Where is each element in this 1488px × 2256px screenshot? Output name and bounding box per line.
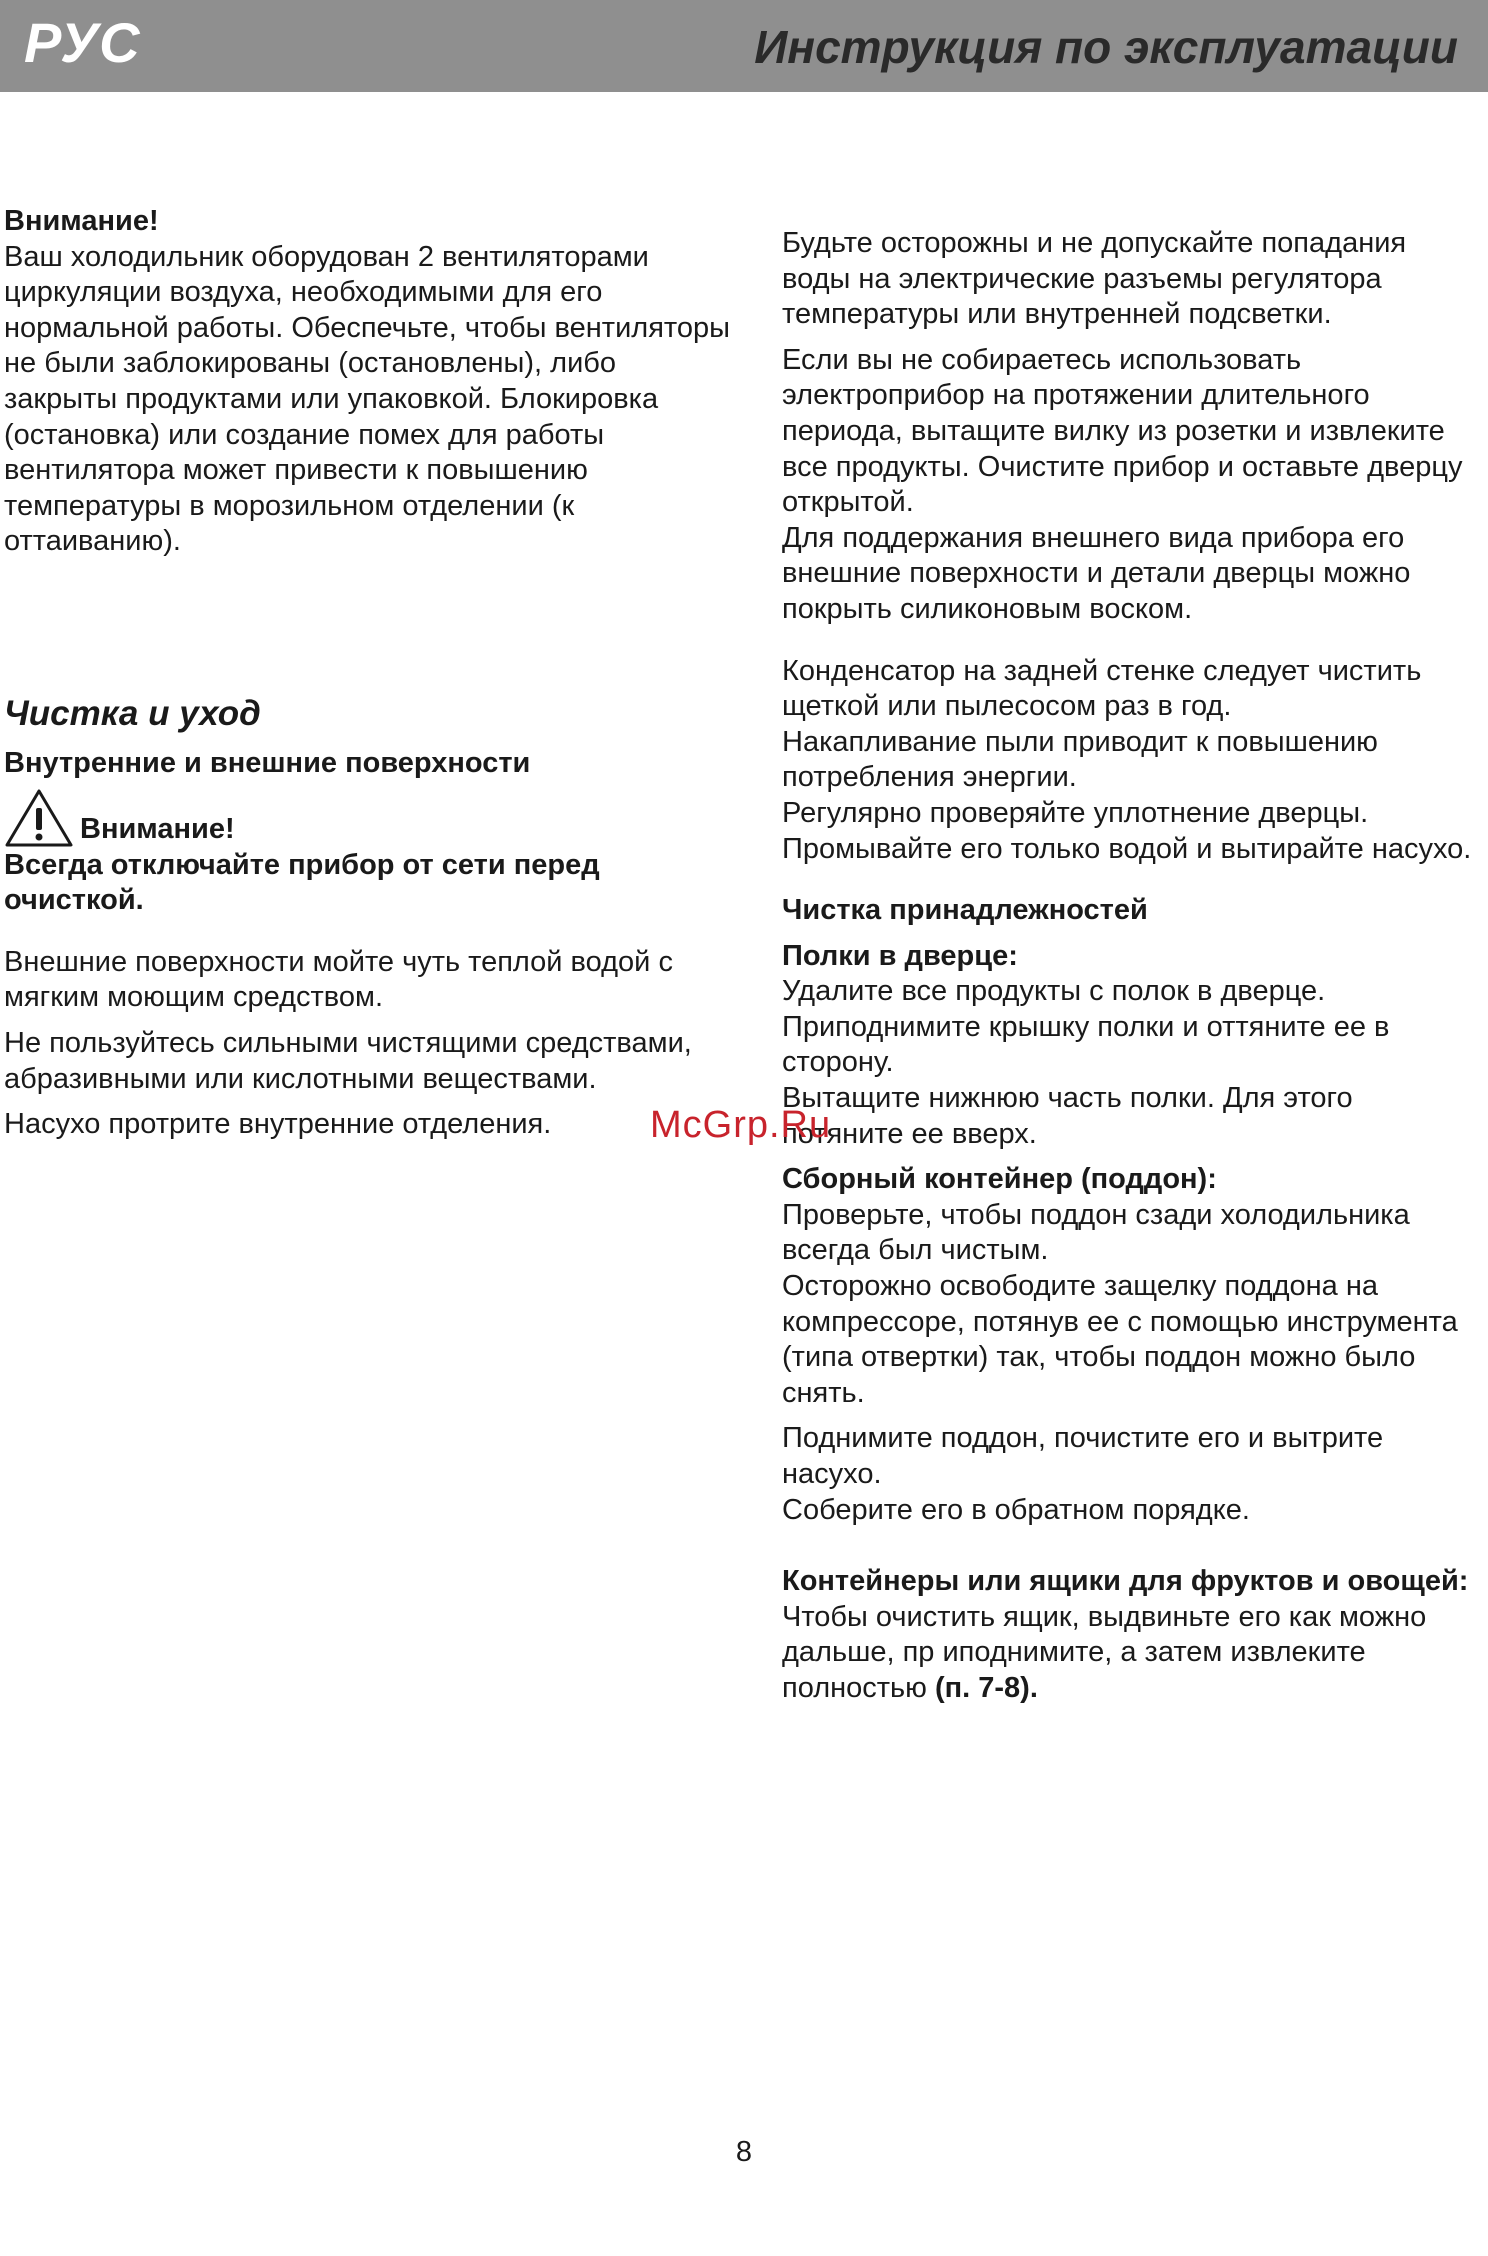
tray-title: Сборный контейнер (поддон): [782, 1163, 1217, 1196]
page-header [0, 0, 1488, 92]
veg-reference: (п. 7-8). [934, 1671, 1038, 1704]
door-shelves-title: Полки в дверце: [782, 939, 1018, 972]
tray-step-4: Соберите его в обратном порядке. [782, 1493, 1250, 1526]
page-number: 8 [735, 2136, 753, 2168]
para-dust: Накапливание пыли приводит к повышению потребления энергии. [782, 725, 1378, 794]
warning-row [4, 788, 734, 848]
veg-text-block [782, 1600, 1482, 1707]
warning-label: Внимание! [80, 812, 235, 845]
veg-text: Чтобы очистить ящик, выдвиньте его как можно дальше, пр иподнимите, а затем извлеките полностью [782, 1600, 1427, 1704]
document-title: Инструкция по эксплуатации [754, 21, 1458, 73]
attention-text: Ваш холодильник оборудован 2 вентиляторами циркуляции воздуха, необходимыми для его нормальной работы. Обеспечьте, чтобы вентиляторы не были заблокированы (остановлены), либо закрыты продуктами или упаковкой. Блокировка (остановка) или создание помех для работы вентилятора может привести к повышению температуры в морозильном отделении (к оттаиванию). [4, 240, 730, 558]
para-long-absence: Если вы не собираетесь использовать электроприбор на протяжении длительного периода, вытащите вилку из розетки и извлеките все продукты. Очистите прибор и оставьте дверцу открытой. [782, 343, 1463, 519]
section-title: Чистка и уход [4, 693, 261, 733]
warning-triangle-icon [4, 788, 74, 848]
attention-title: Внимание! [4, 205, 159, 237]
tray-step-1: Проверьте, чтобы поддон сзади холодильника всегда был чистым. [782, 1198, 1410, 1267]
watermark: McGrp.Ru [650, 1104, 832, 1146]
tray-step-2: Осторожно освободите защелку поддона на компрессоре, потянув ее с помощью инструмента (типа отвертки) так, чтобы поддон можно было снять. [782, 1270, 1458, 1409]
door-shelves-step-2: Приподнимите крышку полки и оттяните ее в сторону. [782, 1010, 1390, 1079]
para-outer-surfaces: Внешние поверхности мойте чуть теплой водой с мягким моющим средством. [4, 945, 673, 1014]
right-column [782, 226, 1482, 1707]
para-electrical-caution: Будьте осторожны и не допускайте попадания воды на электрические разъемы регулятора температуры или внутренней подсветки. [782, 227, 1407, 331]
door-shelves-step-3: Вытащите нижнюю часть полки. Для этого потяните ее вверх. [782, 1082, 1353, 1150]
para-door-seal: Регулярно проверяйте уплотнение дверцы. Промывайте его только водой и вытирайте насухо. [782, 796, 1472, 865]
veg-title: Контейнеры или ящики для фруктов и овощей: [782, 1565, 1469, 1598]
tray-step-3: Поднимите поддон, почистите его и вытрите насухо. [782, 1422, 1384, 1490]
language-label: РУС [24, 11, 141, 74]
subsection-title: Внутренние и внешние поверхности [4, 746, 531, 779]
accessories-title: Чистка принадлежностей [782, 894, 1148, 927]
para-no-abrasives: Не пользуйтесь сильными чистящими средствами, абразивными или кислотными веществами. [4, 1026, 692, 1095]
para-dry-compartments: Насухо протрите внутренние отделения. [4, 1108, 552, 1141]
door-shelves-step-1: Удалите все продукты с полок в дверце. [782, 975, 1326, 1008]
para-condenser: Конденсатор на задней стенке следует чистить щеткой или пылесосом раз в год. [782, 654, 1422, 723]
warning-text: Всегда отключайте прибор от сети перед очисткой. [4, 848, 600, 917]
para-silicone-wax: Для поддержания внешнего вида прибора его внешние поверхности и детали дверцы можно покрыть силиконовым воском. [782, 521, 1411, 625]
left-column [4, 204, 734, 1143]
